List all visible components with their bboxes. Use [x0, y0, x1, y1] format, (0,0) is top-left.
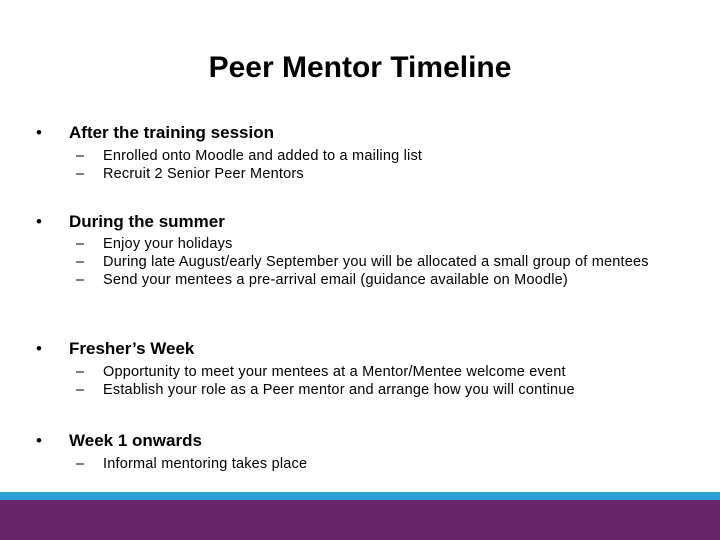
footer-bar	[0, 500, 720, 540]
list-item: – During late August/early September you will be allocated a small group of mentees	[76, 254, 649, 270]
sub-list	[76, 455, 656, 473]
dash-icon: –	[76, 272, 85, 288]
section-heading: After the training session	[69, 123, 274, 142]
list-item: – Send your mentees a pre-arrival email (guidance available on Moodle)	[76, 272, 568, 288]
list-item: – Recruit 2 Senior Peer Mentors	[76, 166, 304, 182]
bullet-icon: •	[36, 339, 42, 358]
bullet-icon: •	[36, 212, 42, 231]
bullet-icon: •	[36, 123, 42, 142]
dash-icon: –	[76, 236, 85, 252]
section-heading-row	[36, 338, 194, 360]
list-item: – Opportunity to meet your mentees at a Mentor/Mentee welcome event	[76, 364, 566, 380]
bullet-icon: •	[36, 431, 42, 450]
dash-icon: –	[76, 382, 85, 398]
dash-icon: –	[76, 166, 85, 182]
sub-list	[76, 235, 656, 289]
sub-list	[76, 147, 656, 183]
section-heading: During the summer	[69, 212, 225, 231]
list-item: – Establish your role as a Peer mentor and arrange how you will continue	[76, 382, 575, 398]
section-heading: Week 1 onwards	[69, 431, 202, 450]
section-heading: Fresher’s Week	[69, 339, 195, 358]
footer-accent-line	[0, 492, 720, 500]
list-item: – Enrolled onto Moodle and added to a mailing list	[76, 148, 423, 164]
sub-list	[76, 363, 656, 399]
dash-icon: –	[76, 456, 85, 472]
section-heading-row	[36, 211, 225, 233]
slide-title: Peer Mentor Timeline	[208, 51, 512, 84]
dash-icon: –	[76, 148, 85, 164]
dash-icon: –	[76, 254, 85, 270]
list-item: – Enjoy your holidays	[76, 236, 233, 252]
list-item: – Informal mentoring takes place	[76, 456, 308, 472]
section-heading-row	[36, 122, 274, 144]
dash-icon: –	[76, 364, 85, 380]
section-heading-row	[36, 430, 202, 452]
